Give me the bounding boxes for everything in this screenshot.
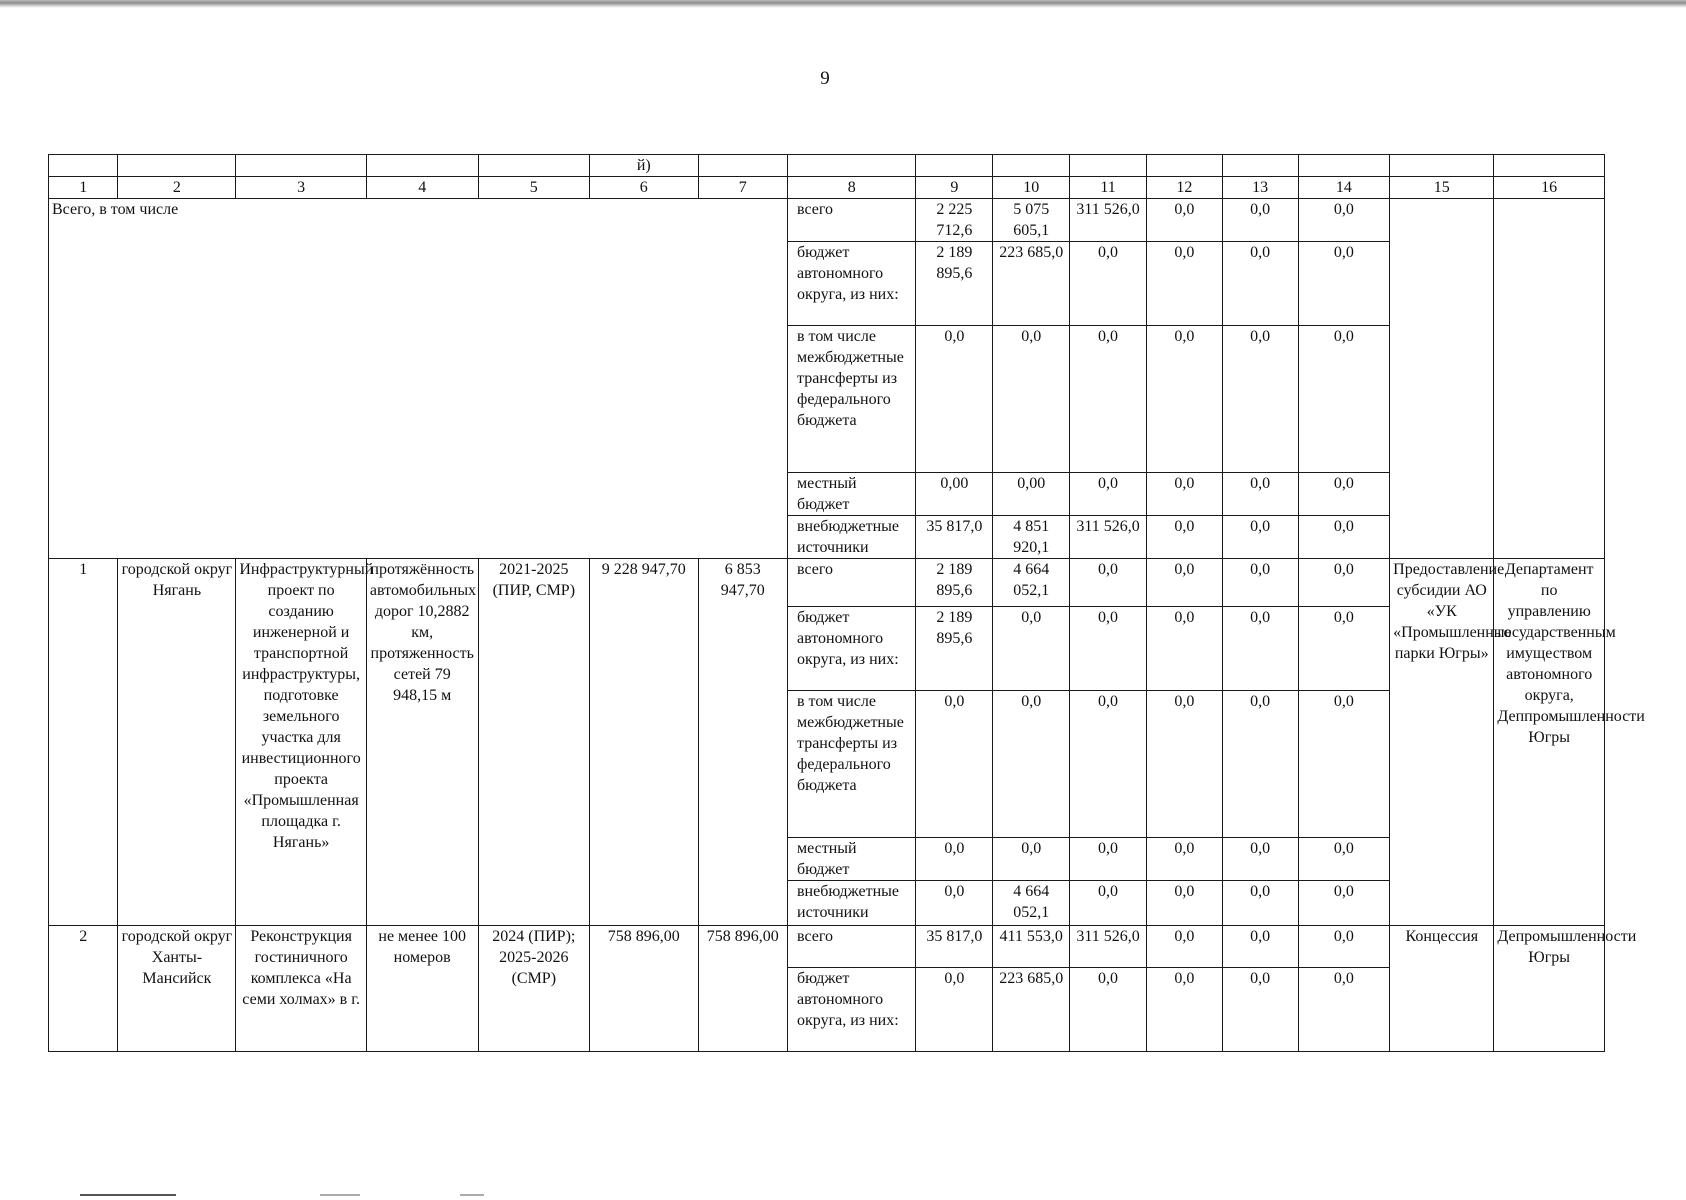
value-cell: 0,0 [1222,926,1298,968]
value-cell: 0,0 [1298,473,1390,516]
column-number: 5 [478,177,590,199]
value-cell: 0,0 [1298,607,1390,691]
value-cell: 0,0 [1222,199,1298,242]
value-cell: 0,0 [993,838,1070,881]
value-cell: 5 075 605,1 [993,199,1070,242]
funding-source-label: местный бюджет [788,838,916,881]
total-label: Всего, в том числе [49,199,788,559]
project-cost: 758 896,00 [590,926,698,1052]
value-cell: 0,0 [1298,242,1390,326]
column-number: 15 [1390,177,1494,199]
column-number: 8 [788,177,916,199]
project-cost: 9 228 947,70 [590,559,698,926]
value-cell: 0,0 [1146,326,1222,473]
value-cell: 2 189 895,6 [916,559,993,607]
value-cell: 0,0 [1298,968,1390,1052]
column-number: 3 [236,177,367,199]
project2-row-all [49,926,1605,968]
value-cell: 311 526,0 [1070,516,1147,559]
value-cell: 0,0 [1070,242,1147,326]
project-mechanism: Концессия [1390,926,1494,1052]
column-number: 2 [118,177,236,199]
value-cell: 0,0 [1146,516,1222,559]
project-name: Инфраструктурный проект по созданию инженерной и транспортной инфраструктуры, подготовке земельного участка для инвестиционного проекта «Промышленная площадка г. Нягань» [236,559,367,926]
column-number: 16 [1494,177,1605,199]
value-cell: 35 817,0 [916,516,993,559]
value-cell: 35 817,0 [916,926,993,968]
funding-source-label: всего [788,199,916,242]
funding-source-label: бюджет автономного округа, из них: [788,242,916,326]
project-capacity: не менее 100 номеров [366,926,478,1052]
column-number: 9 [916,177,993,199]
value-cell: 0,0 [1146,691,1222,838]
funding-source-label: в том числе межбюджетные трансферты из федерального бюджета [788,326,916,473]
value-cell: 0,0 [1222,473,1298,516]
project-period: 2024 (ПИР); 2025-2026 (СМР) [478,926,590,1052]
column-number: 4 [366,177,478,199]
value-cell: 0,0 [1146,559,1222,607]
value-cell: 0,0 [1070,881,1147,926]
value-cell: 0,0 [1222,881,1298,926]
column-number: 7 [698,177,787,199]
header-fragment: й) [590,155,698,177]
column-number: 6 [590,177,698,199]
footer-scan-line [460,1194,484,1196]
value-cell: 0,0 [1298,926,1390,968]
value-cell: 0,0 [1298,838,1390,881]
project-name: Реконструкция гостиничного комплекса «На семи холмах» в г. [236,926,367,1052]
value-cell: 0,0 [1146,199,1222,242]
value-cell: 0,0 [1146,838,1222,881]
project-cost-remaining: 758 896,00 [698,926,787,1052]
column-number: 13 [1222,177,1298,199]
value-cell: 0,0 [993,607,1070,691]
value-cell: 0,0 [1070,691,1147,838]
funding-source-label: внебюджетные источники [788,881,916,926]
value-cell: 2 225 712,6 [916,199,993,242]
value-cell: 0,0 [1146,473,1222,516]
value-cell: 0,0 [1146,968,1222,1052]
value-cell: 0,0 [1146,926,1222,968]
value-cell: 0,0 [1070,559,1147,607]
funding-source-label: в том числе межбюджетные трансферты из федерального бюджета [788,691,916,838]
value-cell: 0,0 [1222,559,1298,607]
investment-projects-table [48,154,1645,1052]
value-cell: 0,0 [1222,607,1298,691]
value-cell: 0,0 [1146,881,1222,926]
project-mechanism: Предоставление субсидии АО «УК «Промышленные парки Югры» [1390,559,1494,926]
column-number: 11 [1070,177,1147,199]
value-cell: 0,0 [1222,838,1298,881]
value-cell: 0,0 [1146,607,1222,691]
footer-scan-line [320,1194,360,1196]
value-cell: 2 189 895,6 [916,607,993,691]
funding-source-label: бюджет автономного округа, из них: [788,968,916,1052]
value-cell: 0,0 [916,838,993,881]
value-cell: 0,00 [993,473,1070,516]
value-cell: 0,0 [1070,607,1147,691]
project-municipality: городской округ Ханты-Мансийск [118,926,236,1052]
value-cell: 0,0 [916,691,993,838]
project-cost-remaining: 6 853 947,70 [698,559,787,926]
project-executor: Департамент по управлению государственным имуществом автономного округа, Деппромышленности Югры [1494,559,1605,926]
project1-row-all [49,559,1605,607]
column-number: 14 [1298,177,1390,199]
value-cell: 0,0 [916,968,993,1052]
page-number: 9 [820,68,830,89]
header-fragment-row [49,155,1605,177]
project-period: 2021-2025 (ПИР, СМР) [478,559,590,926]
project-number: 2 [49,926,118,1052]
funding-source-label: бюджет автономного округа, из них: [788,607,916,691]
total-row-all [49,199,1605,242]
value-cell: 0,0 [1070,473,1147,516]
value-cell: 0,0 [1070,326,1147,473]
funding-source-label: местный бюджет [788,473,916,516]
value-cell: 411 553,0 [993,926,1070,968]
value-cell: 0,0 [993,691,1070,838]
project-capacity: протяжённость автомобильных дорог 10,2882 км, протяженность сетей 79 948,15 м [366,559,478,926]
value-cell: 4 664 052,1 [993,559,1070,607]
funding-source-label: внебюджетные источники [788,516,916,559]
value-cell: 0,0 [1222,968,1298,1052]
value-cell: 223 685,0 [993,242,1070,326]
column-number: 1 [49,177,118,199]
value-cell: 311 526,0 [1070,199,1147,242]
funding-source-label: всего [788,926,916,968]
value-cell: 0,0 [916,881,993,926]
value-cell: 4 851 920,1 [993,516,1070,559]
value-cell: 0,0 [1222,326,1298,473]
value-cell: 223 685,0 [993,968,1070,1052]
value-cell: 0,0 [1222,242,1298,326]
value-cell: 0,0 [1222,691,1298,838]
scan-edge [0,0,1686,8]
value-cell: 0,0 [1298,881,1390,926]
value-cell: 0,0 [1070,968,1147,1052]
value-cell: 0,0 [916,326,993,473]
value-cell: 0,0 [1298,516,1390,559]
value-cell: 0,0 [993,326,1070,473]
project-number: 1 [49,559,118,926]
value-cell: 4 664 052,1 [993,881,1070,926]
column-numbers-row [49,177,1605,199]
value-cell: 0,00 [916,473,993,516]
column-number: 12 [1146,177,1222,199]
value-cell: 2 189 895,6 [916,242,993,326]
value-cell: 0,0 [1070,838,1147,881]
value-cell: 311 526,0 [1070,926,1147,968]
value-cell: 0,0 [1298,199,1390,242]
project-municipality: городской округ Нягань [118,559,236,926]
funding-source-label: всего [788,559,916,607]
value-cell: 0,0 [1146,242,1222,326]
value-cell: 0,0 [1298,326,1390,473]
project-executor: Депромышленности Югры [1494,926,1605,1052]
value-cell: 0,0 [1298,691,1390,838]
value-cell: 0,0 [1222,516,1298,559]
footer-scan-line [80,1194,176,1196]
column-number: 10 [993,177,1070,199]
value-cell: 0,0 [1298,559,1390,607]
